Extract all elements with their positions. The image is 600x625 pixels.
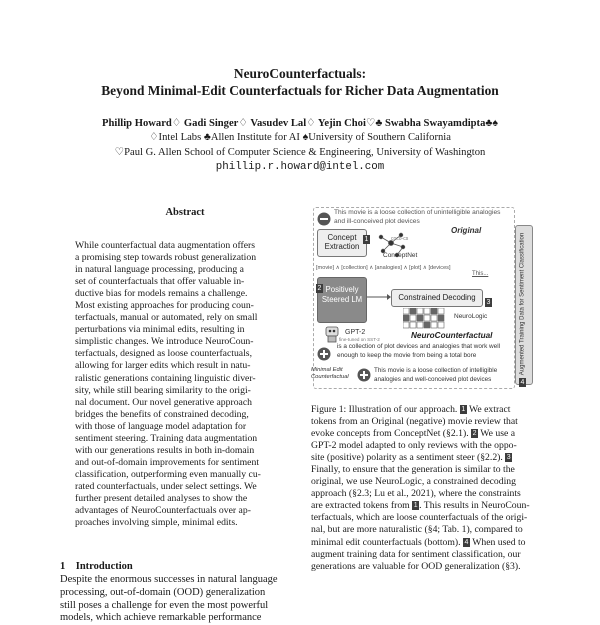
conceptnet-label: ConceptNet [383,252,418,259]
abstract-line: simplistic changes. We introduce NeuroCoun- [75,336,254,348]
caption-line: generations are valuable for OOD generalization (§3). [311,560,521,572]
original-label: Original [451,226,482,235]
caption-line: Figure 1: Illustration of our approach. 1 We extract [311,404,511,415]
abstract-line: allowing for larger edits which result in natu- [75,360,251,372]
abstract-line: a promising step towards robust generalization [75,252,257,264]
concept-extraction-box [317,229,367,257]
minus-circle-icon [317,212,331,226]
plus-circle-icon [317,347,331,361]
neurocf-label: NeuroCounterfactual [411,331,493,340]
abstract-line: classification, outperforming even manually cu- [75,468,261,480]
paper-title-line2: Beyond Minimal-Edit Counterfactuals for Richer Data Augmentation [101,83,499,98]
abstract-line: terfactuals, designed as loose counterfactuals, [75,348,252,360]
abstract-line: ductive bias for models remains a challenge. [75,288,248,300]
abstract-line: perturbations via minimal edits, resulting in [75,324,245,336]
steered-lm-label: Positively Steered LM [321,285,363,304]
original-review-text: This movie is a loose collection of unintelligible analogies and ill-conceived plot devices [334,209,501,225]
gpt2-label: GPT-2 [345,329,366,336]
caption-line: evoke concepts from ConceptNet (§2.1). 2 We use a [311,428,516,440]
augmented-data-label-wrap [515,225,531,383]
constrained-decoding-box [391,289,483,307]
abstract-line: Most existing approaches for producing coun- [75,300,254,312]
paper-title-line1: NeuroCounterfactuals: [233,66,367,81]
abstract-line: sity, while still bearing similarity to the origi- [75,384,251,396]
step-2-badge: 2 [317,285,322,292]
introduction-heading: 1 Introduction [60,561,133,572]
abstract-line: While counterfactual data augmentation offers [75,240,256,251]
augmented-data-label: Augmented Training Data for Sentiment Classification [519,232,526,376]
step-1-badge: 1 [364,236,369,243]
neurocf-text: is a collection of plot devices and analogies that work well enough to keep the movie from being a total bore [337,343,501,359]
minimal-edit-label: Minimal Edit Counterfactual [311,367,349,380]
neurologic-label: NeuroLogic [454,313,488,320]
figure-caption [311,404,537,573]
caption-line: approach (§2.3; Lu et al., 2021), where the constraints [311,488,521,500]
intro-line: models, which achieve remarkable performance [60,612,262,624]
step-4-badge: 4 [520,379,525,386]
abstract-line: set of counterfactuals that offer valuable in- [75,276,245,288]
abstract-line: ralistic generations containing linguistic diver- [75,372,256,384]
caption-line: site (positive) polarity as a sentiment steer (§2.2). 3 [311,452,511,464]
constrained-decoding-label: Constrained Decoding [398,293,476,302]
intro-line: still poses a challenge for even the most powerful [60,599,269,611]
approach-figure [311,205,537,393]
arrow-icon [367,293,391,301]
abstract-line: and out-of-domain improvements for sentiment [75,456,260,468]
abstract-line: bridges the benefits of constrained decoding, [75,408,249,420]
caption-line: GPT-2 model adapted to only reviews with the oppo- [311,440,517,452]
abstract-line: terfactuals, manual or automated, rely on small [75,312,258,324]
abstract-heading: Abstract [165,207,205,218]
intro-line: Despite the enormous successes in natural language [60,574,278,585]
conceptnet-small-text: coco-cs [391,236,409,242]
caption-line: augment training data for sentiment classification, our [311,548,521,560]
minimal-edit-text: This movie is a loose collection of intelligible analogies and well-conceived plot devices [374,367,498,383]
caption-line: tokens from an Original (negative) movie review that [311,416,518,428]
abstract-line: with our generations results in both in-domain [75,444,255,456]
gpt2-sub: fine-tuned on SST-2 [339,337,380,342]
caption-line: original, we use NeuroLogic, a constrained decoding [311,476,516,488]
generation-prefix: This... [472,271,489,277]
author-email: phillip.r.howard@intel.com [215,161,385,173]
caption-line: Finally, to ensure that the generation is similar to the [311,464,515,476]
author-list: Phillip Howard♢ Gadi Singer♢ Vasudev Lal♢ Yejin Choi♡♣ Swabha Swayamdipta♣♠ [102,118,498,129]
abstract-line: with those of language model adaptation for [75,420,247,432]
caption-line: terfactuals, which are loose counterfactuals of the origi- [311,512,528,524]
concept-items: [movie] ∧ [collection] ∧ [analogies] ∧ [plot] ∧ [devices] [316,265,451,271]
caption-line: are extracted tokens from 1 . This results in NeuroCoun- [311,500,530,512]
abstract-line: sentiment steering. Training data augmentation [75,432,258,444]
steered-lm-box [317,277,367,323]
caption-line: nal, but are more naturalistic (§4; Tab. 1), compared to [311,524,523,536]
abstract-line: in natural language processing, producing a [75,264,244,276]
plus-circle-icon-2 [357,368,371,382]
abstract-line: proaches involving simple, minimal edits. [75,517,238,529]
affiliation-line-2: ♡Paul G. Allen School of Computer Science & Engineering, University of Washington [114,147,486,158]
caption-line: minimal edit counterfactuals (bottom). 4 When used to [311,536,526,548]
step-3-badge: 3 [486,299,491,306]
abstract-line: nal document. Our novel generative approach [75,396,252,408]
neurologic-grid-icon [403,308,453,330]
abstract-line: advantages of NeuroCounterfactuals over ap- [75,505,251,517]
intro-line: processing, out-of-domain (OOD) generalization [60,586,266,598]
abstract-line: rated counterfactuals, under select settings. We [75,480,257,492]
abstract-line: further present detailed analyses to show the [75,492,248,504]
abstract-body [75,240,295,529]
affiliation-line-1: ♢Intel Labs ♣Allen Institute for AI ♠University of Southern California [149,132,451,143]
concept-extraction-label: Concept Extraction [324,233,360,251]
